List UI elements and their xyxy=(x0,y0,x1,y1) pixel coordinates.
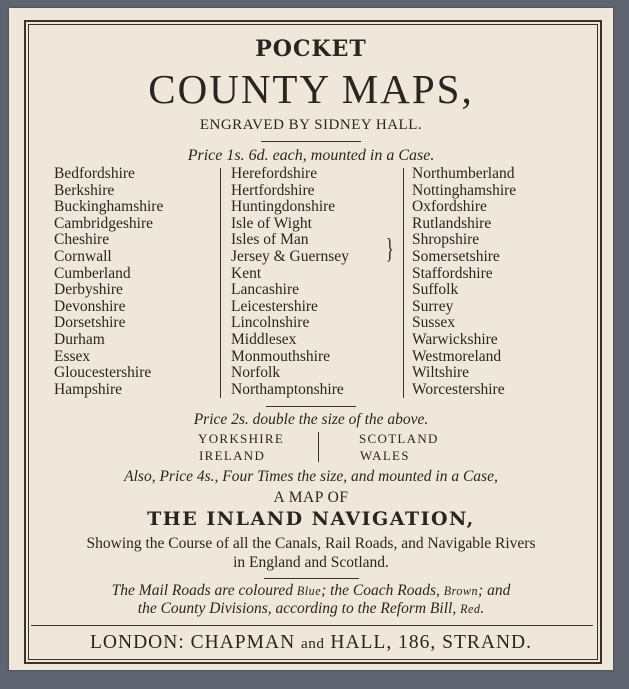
engraver-line: ENGRAVED BY SIDNEY HALL. xyxy=(199,117,423,133)
county-column-3 xyxy=(412,166,516,398)
county-item: Gloucestershire xyxy=(54,364,152,382)
also-line: Also, Price 4s., Four Times the size, and mounted in a Case, xyxy=(124,468,498,485)
text-segment: the County Divisions, according to the Reform Bill, xyxy=(137,600,461,617)
divider xyxy=(266,406,356,407)
double-size-item: IRELAND xyxy=(199,448,266,463)
text-segment: . xyxy=(480,600,485,617)
mail-roads-line xyxy=(9,582,613,600)
county-item: Norfolk xyxy=(231,364,281,382)
county-item: Huntingdonshire xyxy=(231,198,336,216)
county-item: Berkshire xyxy=(54,181,115,199)
county-item: Northumberland xyxy=(412,165,515,182)
heading-pocket: POCKET xyxy=(255,36,367,62)
county-item: Bedfordshire xyxy=(54,165,135,182)
text-segment: ; the Coach Roads, xyxy=(321,582,444,599)
column-divider xyxy=(403,168,404,398)
text-segment: HALL, 186, STRAND. xyxy=(324,632,532,653)
column-divider xyxy=(318,432,319,462)
county-item: Cambridgeshire xyxy=(54,214,154,232)
county-item: Devonshire xyxy=(54,297,126,315)
county-item: Lincolnshire xyxy=(231,314,310,332)
brace-icon: } xyxy=(385,234,394,265)
county-item: Dorsetshire xyxy=(54,314,126,332)
divider xyxy=(31,625,593,626)
text-segment: and xyxy=(301,635,325,652)
county-item: Jersey & Guernsey xyxy=(231,247,349,265)
county-item: Cumberland xyxy=(54,264,131,282)
inland-navigation-title: THE INLAND NAVIGATION, xyxy=(147,508,475,530)
county-item: Leicestershire xyxy=(231,297,318,315)
double-size-item: YORKSHIRE xyxy=(198,431,285,446)
county-item: Herefordshire xyxy=(231,165,318,182)
county-item: Buckinghamshire xyxy=(54,198,164,216)
county-item: Hampshire xyxy=(54,380,123,398)
divider xyxy=(261,141,361,142)
county-item: Cheshire xyxy=(54,231,110,249)
colour-brown: Brown xyxy=(443,584,479,598)
county-item: Staffordshire xyxy=(412,264,493,282)
county-item: Essex xyxy=(54,347,91,365)
county-item: Northamptonshire xyxy=(231,380,344,398)
county-item: Suffolk xyxy=(412,281,459,299)
county-item: Isles of Man xyxy=(231,231,309,249)
county-item: Rutlandshire xyxy=(412,214,492,232)
county-item: Middlesex xyxy=(231,330,297,348)
county-item: Sussex xyxy=(412,314,456,332)
text-segment: The Mail Roads are coloured xyxy=(111,582,297,599)
showing-line-2: in England and Scotland. xyxy=(233,554,389,571)
advertisement-page xyxy=(9,8,613,670)
county-item: Oxfordshire xyxy=(412,198,487,216)
column-divider xyxy=(220,168,221,398)
county-item: Kent xyxy=(231,264,262,282)
colour-red: Red xyxy=(460,602,481,616)
county-item: Worcestershire xyxy=(412,380,505,398)
page-title: COUNTY MAPS, xyxy=(148,66,474,112)
double-size-item: SCOTLAND xyxy=(359,431,439,446)
county-item: Lancashire xyxy=(231,281,299,299)
divider xyxy=(264,578,359,579)
county-item: Surrey xyxy=(412,297,454,315)
county-divisions-line xyxy=(9,600,613,618)
county-item: Nottinghamshire xyxy=(412,181,517,199)
double-size-item: WALES xyxy=(360,448,410,463)
county-item: Hertfordshire xyxy=(231,181,315,199)
county-item: Shropshire xyxy=(412,231,480,249)
county-item: Somersetshire xyxy=(412,247,500,265)
county-item: Warwickshire xyxy=(412,330,498,348)
showing-line-1: Showing the Course of all the Canals, Rail Roads, and Navigable Rivers xyxy=(86,535,536,552)
colour-blue: Blue xyxy=(296,584,322,598)
price-line-1: Price 1s. 6d. each, mounted in a Case. xyxy=(187,147,435,164)
county-item: Derbyshire xyxy=(54,281,123,299)
county-column-1 xyxy=(54,166,163,398)
county-item: Durham xyxy=(54,330,105,348)
a-map-of: A MAP OF xyxy=(273,489,349,506)
county-item: Westmoreland xyxy=(412,347,502,365)
county-column-2 xyxy=(231,166,349,398)
text-segment: ; and xyxy=(478,582,511,599)
publisher-imprint xyxy=(9,632,613,654)
county-item: Monmouthshire xyxy=(231,347,331,365)
county-item: Wiltshire xyxy=(412,364,470,382)
county-item: Cornwall xyxy=(54,247,112,265)
price-line-2: Price 2s. double the size of the above. xyxy=(193,411,429,428)
text-segment: LONDON: CHAPMAN xyxy=(90,632,302,653)
county-item: Isle of Wight xyxy=(231,214,312,232)
